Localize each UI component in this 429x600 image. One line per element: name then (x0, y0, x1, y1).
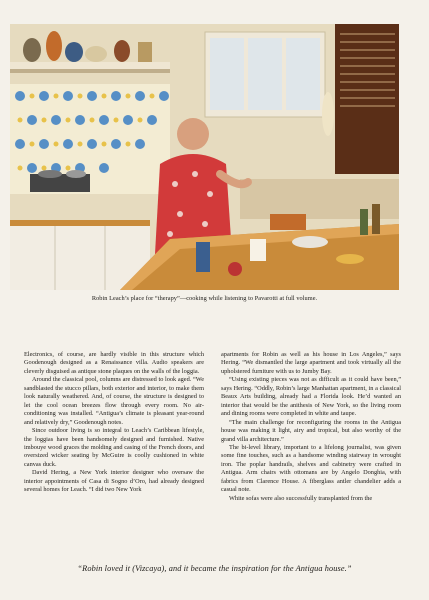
paragraph: White sofas were also successfully transplanted from the (229, 494, 373, 502)
paragraph: Since outdoor living is so integral to Leach’s Caribbean lifestyle, the loggias have been handsomely designed and furnished. Native imbouye wood graces the molding and casing of the French doors, and oversized wicker seating by McGuire is coolly cushioned in white canvas duck. (24, 427, 204, 468)
paragraph: Electronics, of course, are hardly visible in this structure which Goodenough designed as a Renaissance villa. Audio speakers are cleverly disguised as antique stone plaques on the walls of the loggia. (24, 351, 204, 375)
pull-quote: “Robin loved it (Vizcaya), and it became the inspiration for the Antigua house.” (77, 564, 352, 573)
paragraph: David Hering, a New York interior designer who oversaw the interior appointments of Casa di Sogno d’Oro, had already designed several homes for Leach. “I did two New York (24, 469, 204, 494)
paragraph: “The main challenge for reconfiguring the rooms in the Antigua house was making it light, airy and tropical, but also worthy of the grand villa architecture.” (221, 418, 401, 443)
paragraph: Around the classical pool, columns are distressed to look aged. “We sandblasted the stucco pillars, both exterior and interior, to make them look naturally weathered. And, of course, the structure is designed to let the cool ocean breezes flow through every room. No air-conditioning was installed. “Antigua’s climate is pleasant year-round and relatively dry,” Goodenough notes. (24, 376, 204, 426)
paragraph: The bi-level library, important to a lifelong journalist, was given some fine touches, such as a handsome winding stairway in wrought iron. The poplar handrails, shelves and cabinetry were crafted in Antigua. Arm chairs with ottomans are by Angelo Donghia, with fabrics from Clarence House. A fiberglass antler chandelier adds a casual note. (221, 443, 401, 494)
right-column (221, 351, 401, 503)
paragraph: “Using existing pieces was not as difficult as it could have been,” says Hering. “Oddly, Robin’s large Manhattan apartment, in a classical Beaux Arts building, already had a Florida look. He’d wanted an interior that would be the anithesis of New York, so the living room and dining rooms were completed in white and taupe. (221, 376, 401, 418)
left-column (24, 351, 204, 495)
paragraph: apartments for Robin as well as his house in Los Angeles,” says Hering. “We dismantled the large apartment and took virtually all the upholstered furniture with us to Jumby Bay. (221, 351, 401, 375)
kitchen-photo (10, 24, 399, 290)
photo-caption: Robin Leach’s place for “therapy”—cooking while listening to Pavarotti at full volume. (91, 295, 318, 302)
